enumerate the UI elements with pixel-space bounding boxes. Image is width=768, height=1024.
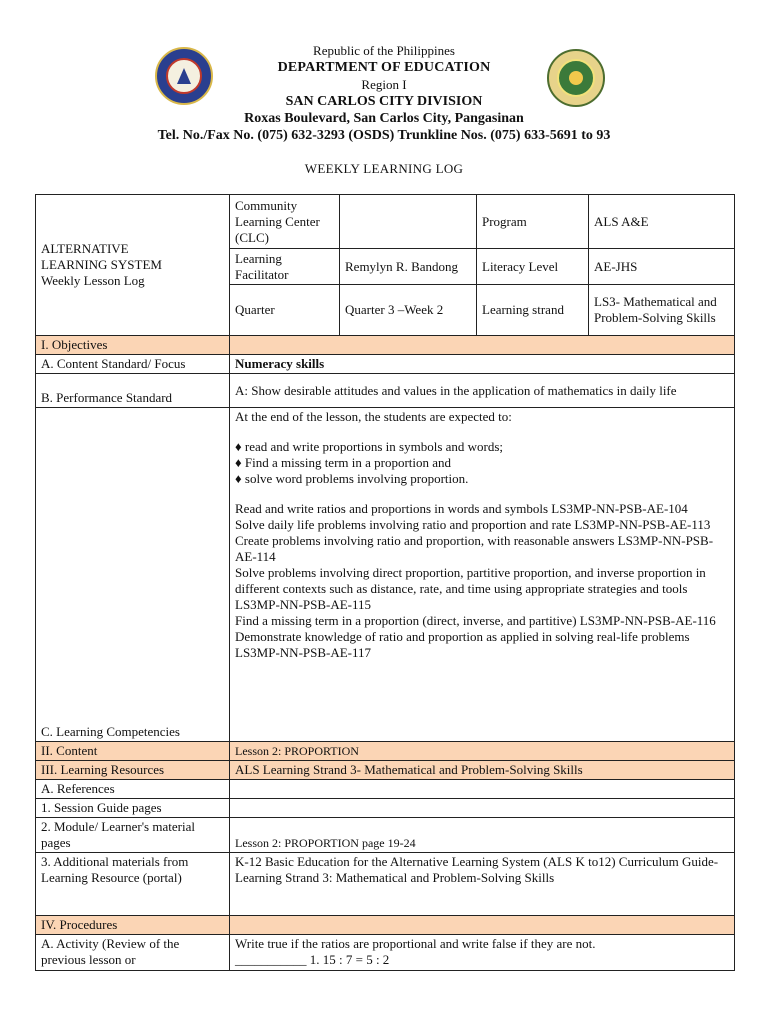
- resources-heading-value: ALS Learning Strand 3- Mathematical and Problem-Solving Skills: [230, 761, 735, 780]
- content-heading: II. Content: [36, 742, 230, 761]
- learning-competencies-value: At the end of the lesson, the students are expected to: ♦ read and write proportions in symbols and words; ♦ Find a missing term in a proportion and ♦ solve word problems involving proportion. Read and write ratios and proportions in words and symbols LS3MP-NN-PSB-AE-104 Solve daily life problems involving ratio and proportion and rate LS3MP-NN-PSB-AE-113 Create problems involving ratio and proportion, with reasonable answers LS3MP-NN-PSB-AE-114 Solve problems involving direct proportion, partitive proportion, and inverse proportion in different contexts such as distance, rate, and time using appropriate strategies and tools LS3MP-NN-PSB-AE-115 Find a missing term in a proportion (direct, inverse, and partitive) LS3MP-NN-PSB-AE-116 Demonstrate knowledge of ratio and proportion as applied in solving real-life problems LS3MP-NN-PSB-AE-117: [230, 408, 735, 742]
- additional-materials-label: 3. Additional materials from Learning Resource (portal): [36, 853, 230, 916]
- strand-label: Learning strand: [477, 285, 589, 336]
- activity-value: Write true if the ratios are proportional and write false if they are not. ___________ 1. 15 : 7 = 5 : 2: [230, 935, 735, 971]
- objectives-heading: I. Objectives: [36, 336, 230, 355]
- session-guide-value: [230, 799, 735, 818]
- content-value: Lesson 2: PROPORTION: [230, 742, 735, 761]
- references-label: A. References: [36, 780, 230, 799]
- competency-item: Create problems involving ratio and proportion, with reasonable answers LS3MP-NN-PSB-AE-114: [235, 533, 714, 564]
- facilitator-label: Learning Facilitator: [230, 249, 340, 285]
- objective-bullet: ♦ read and write proportions in symbols and words;: [235, 439, 504, 454]
- competency-item: Solve daily life problems involving ratio and proportion and rate LS3MP-NN-PSB-AE-113: [235, 517, 711, 532]
- module-value: Lesson 2: PROPORTION page 19-24: [230, 818, 735, 853]
- activity-label: A. Activity (Review of the previous lesson or: [36, 935, 230, 971]
- session-guide-label: 1. Session Guide pages: [36, 799, 230, 818]
- objectives-heading-blank: [230, 336, 735, 355]
- letterhead: [0, 42, 768, 144]
- quarter-label: Quarter: [230, 285, 340, 336]
- references-value: [230, 780, 735, 799]
- header-republic: Republic of the Philippines: [313, 43, 455, 58]
- header-contact: Tel. No./Fax No. (075) 632-3293 (OSDS) Trunkline Nos. (075) 633-5691 to 93: [157, 128, 611, 143]
- header-region: Region I: [361, 77, 407, 92]
- competency-item: Find a missing term in a proportion (direct, inverse, and partitive) LS3MP-NN-PSB-AE-116: [235, 613, 716, 628]
- strand-value: LS3- Mathematical and Problem-Solving Skills: [589, 285, 735, 336]
- header-department: DEPARTMENT OF EDUCATION: [277, 60, 491, 75]
- system-cell: ALTERNATIVE LEARNING SYSTEM Weekly Lesson Log: [36, 195, 230, 336]
- program-value: ALS A&E: [589, 195, 735, 249]
- content-standard-label: A. Content Standard/ Focus: [36, 355, 230, 374]
- content-standard-value: Numeracy skills: [230, 355, 735, 374]
- objective-bullet: ♦ Find a missing term in a proportion and: [235, 455, 452, 470]
- program-label: Program: [477, 195, 589, 249]
- clc-value: [340, 195, 477, 249]
- clc-label: Community Learning Center (CLC): [230, 195, 340, 249]
- procedures-heading: IV. Procedures: [36, 916, 230, 935]
- facilitator-value: Remylyn R. Bandong: [340, 249, 477, 285]
- header-division: SAN CARLOS CITY DIVISION: [285, 94, 483, 109]
- competency-item: Read and write ratios and proportions in words and symbols LS3MP-NN-PSB-AE-104: [235, 501, 688, 516]
- module-label: 2. Module/ Learner's material pages: [36, 818, 230, 853]
- literacy-value: AE-JHS: [589, 249, 735, 285]
- document-title: WEEKLY LEARNING LOG: [304, 161, 464, 176]
- header-address: Roxas Boulevard, San Carlos City, Pangasinan: [244, 111, 524, 126]
- performance-standard-label: B. Performance Standard: [36, 374, 230, 408]
- performance-standard-value: A: Show desirable attitudes and values in the application of mathematics in daily life: [230, 374, 735, 408]
- literacy-label: Literacy Level: [477, 249, 589, 285]
- objective-bullet: ♦ solve word problems involving proportion.: [235, 471, 469, 486]
- procedures-heading-blank: [230, 916, 735, 935]
- competency-item: Solve problems involving direct proportion, partitive proportion, and inverse proportion in different contexts such as distance, rate, and time using appropriate strategies and tools LS3MP-NN-PSB-AE-115: [235, 565, 706, 612]
- quarter-value: Quarter 3 –Week 2: [340, 285, 477, 336]
- competency-item: Demonstrate knowledge of ratio and proportion as applied in solving real-life problems LS3MP-NN-PSB-AE-117: [235, 629, 690, 660]
- learning-competencies-label: C. Learning Competencies: [36, 408, 230, 742]
- additional-materials-value: K-12 Basic Education for the Alternative Learning System (ALS K to12) Curriculum Guide- Learning Strand 3: Mathematical and Problem-Solving Skills: [230, 853, 735, 916]
- weekly-learning-log-table: [35, 194, 735, 971]
- resources-heading: III. Learning Resources: [36, 761, 230, 780]
